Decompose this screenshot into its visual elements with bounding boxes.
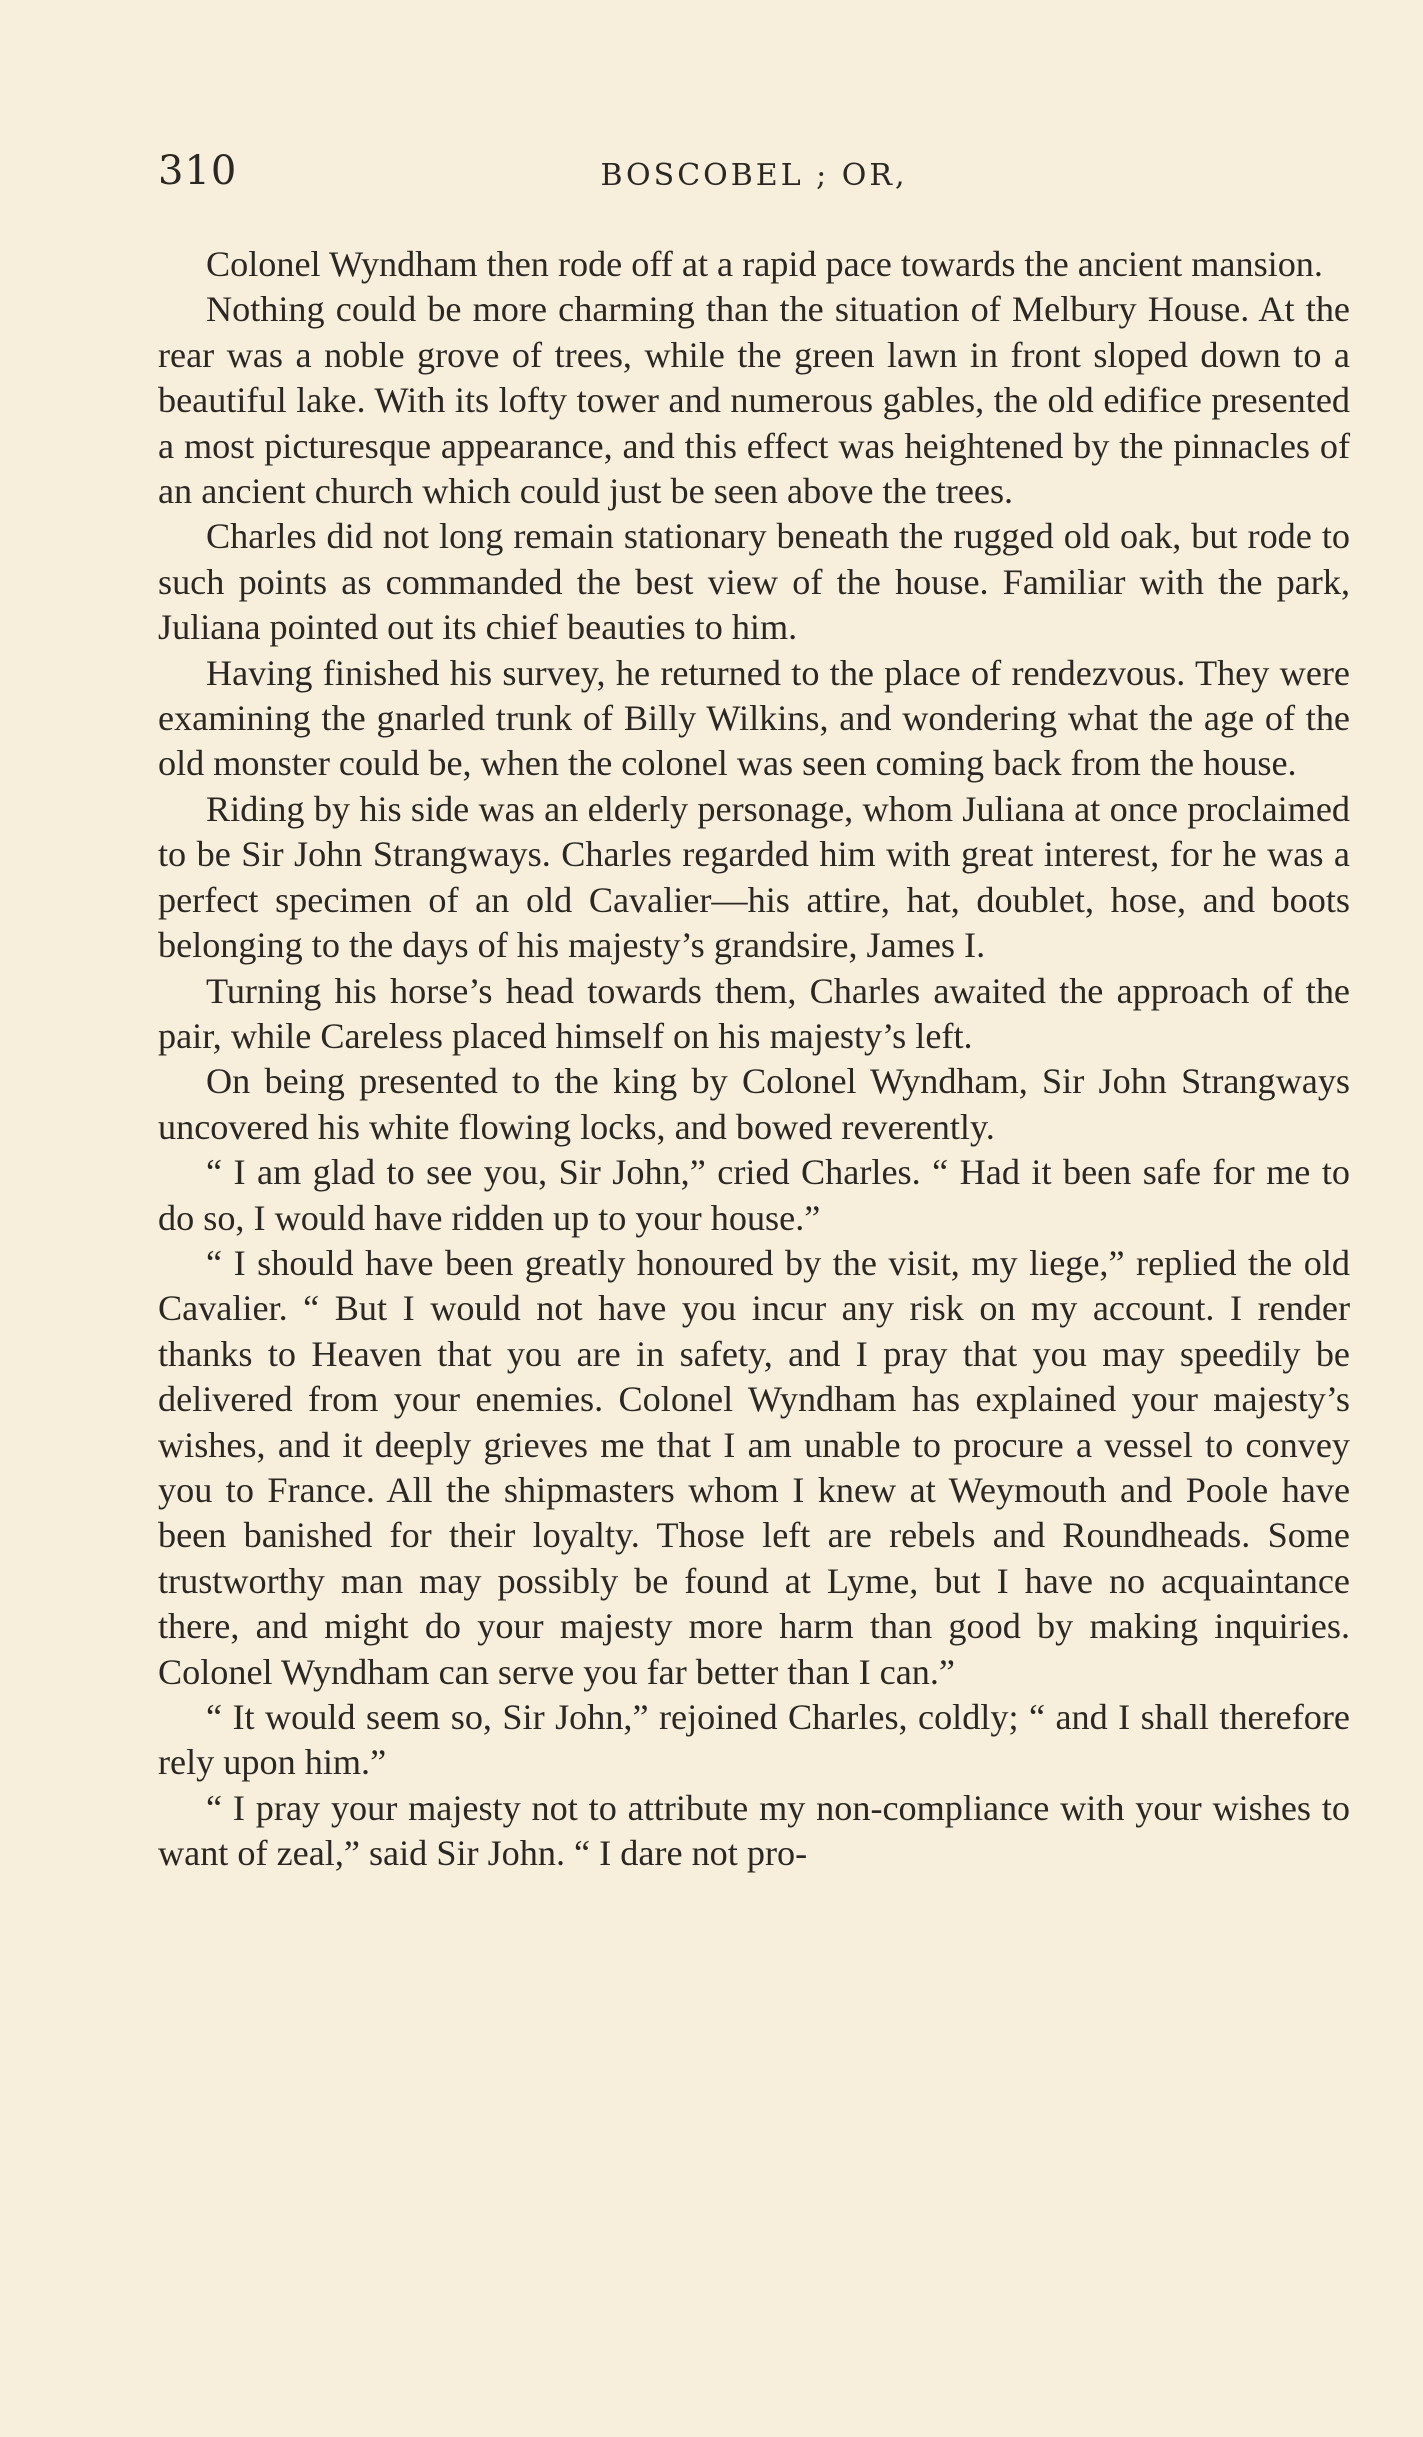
page-number: 310 xyxy=(158,148,238,194)
running-head: BOSCOBEL ; OR, xyxy=(600,158,908,193)
paragraph: Charles did not long remain stationary beneath the rugged old oak, but rode to such points as commanded the best view of the house. Familiar with the park, Juliana pointed out its chief beauties to him. xyxy=(158,516,1350,648)
paragraph: “ I am glad to see you, Sir John,” cried Charles. “ Had it been safe for me to do so, I would have ridden up to your house.” xyxy=(158,1152,1350,1238)
paragraph: “ It would seem so, Sir John,” rejoined Charles, coldly; “ and I shall therefore rely upon him.” xyxy=(158,1697,1350,1783)
paragraph: Nothing could be more charming than the situation of Melbury House. At the rear was a noble grove of trees, while the green lawn in front sloped down to a beautiful lake. With its lofty tower and numerous gables, the old edifice presented a most picturesque appearance, and this effect was heightened by the pinnacles of an ancient church which could just be seen above the trees. xyxy=(158,289,1350,512)
paragraph: “ I pray your majesty not to attribute my non-compliance with your wishes to want of zeal,” said Sir John. “ I dare not pro- xyxy=(158,1787,1350,1874)
paragraph: Having finished his survey, he returned to the place of rendezvous. They were examining the gnarled trunk of Billy Wilkins, and wondering what the age of the old monster could be, when the colonel was seen coming back from the house. xyxy=(158,652,1350,784)
paragraph: Colonel Wyndham then rode off at a rapid pace towards the ancient mansion. xyxy=(206,244,1323,284)
paragraph: Riding by his side was an elderly personage, whom Juliana at once proclaimed to be Sir John Strangways. Charles regarded him with great interest, for he was a perfect specimen of an old Cavalier—his attire, hat, doublet, hose, and boots belonging to the days of his majesty’s grandsire, James I. xyxy=(158,788,1350,966)
paragraph: “ I should have been greatly honoured by the visit, my liege,” replied the old Cavalier. “ But I would not have you incur any risk on my account. I render thanks to Heaven that you are in safety, and I pray that you may speedily be delivered from your enemies. Colonel Wyndham has explained your majesty’s wishes, and it deeply grieves me that I am unable to procure a vessel to convey you to France. All the shipmasters whom I knew at Weymouth and Poole have been banished for their loyalty. Those left are rebels and Roundheads. Some trustworthy man may possibly be found at Lyme, but I have no acquaintance there, and might do your majesty more harm than good by making inquiries. Colonel Wyndham can serve you far better than I can.” xyxy=(158,1242,1350,1692)
page-header xyxy=(158,148,1350,208)
paragraph: On being presented to the king by Colonel Wyndham, Sir John Strangways uncovered his white flowing locks, and bowed reverently. xyxy=(158,1061,1350,1147)
paragraph: Turning his horse’s head towards them, Charles awaited the approach of the pair, while Careless placed himself on his majesty’s left. xyxy=(158,970,1350,1056)
body-text xyxy=(158,242,1350,1877)
